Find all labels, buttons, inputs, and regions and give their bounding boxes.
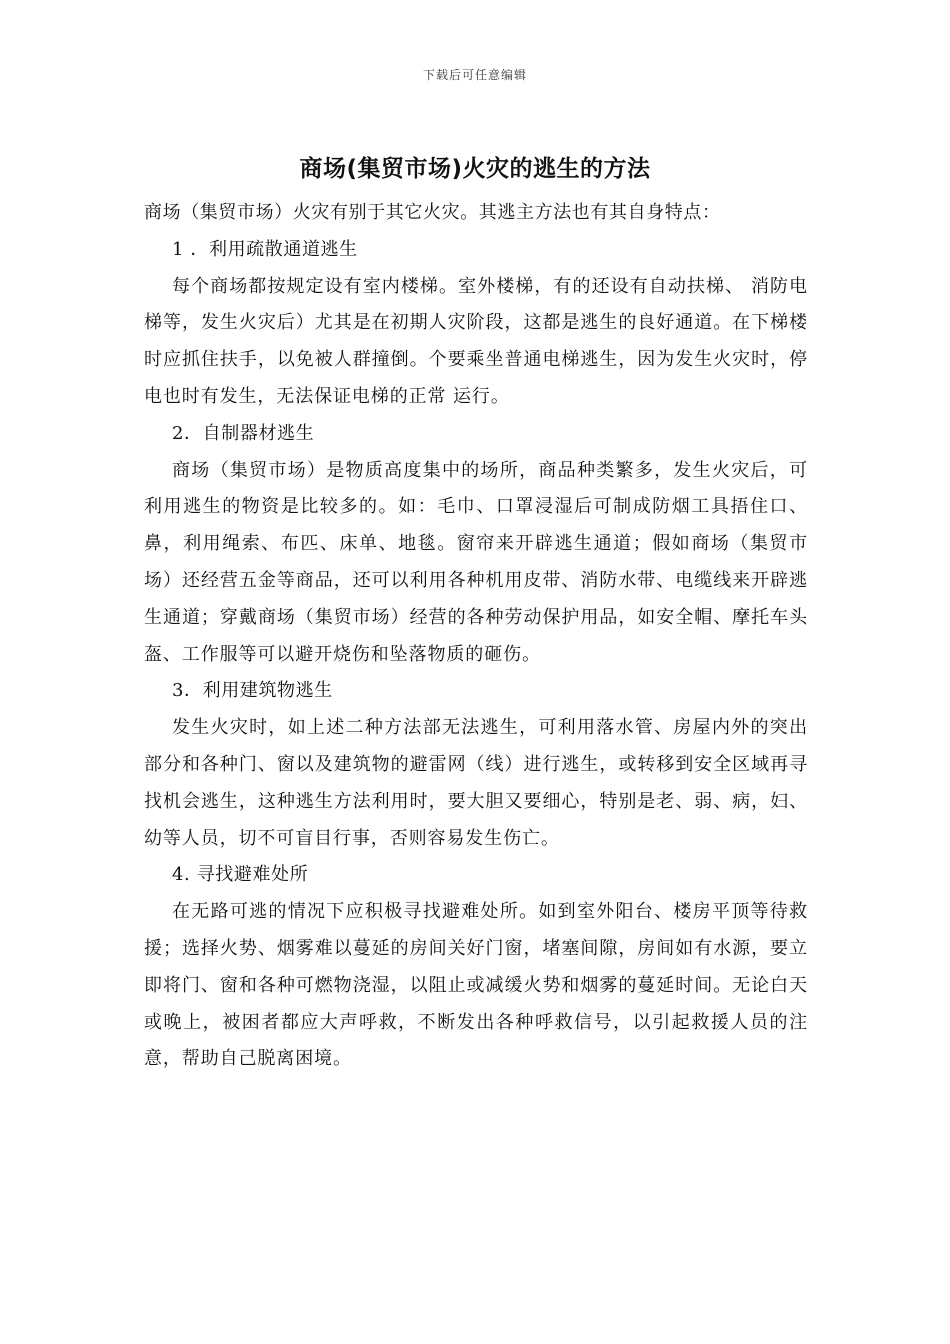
section-body-4: 在无路可逃的情况下应积极寻找避难处所。如到室外阳台、楼房平顶等待救援；选择火势、烟雾难以蔓延的房间关好门窗，堵塞间隙，房间如有水源，要立即将门、窗和各种可燃物浇湿，以阻止或减缓火势和烟雾的蔓延时间。无论白天或晚上，被困者都应大声呼救，不断发出各种呼救信号，以引起救援人员的注意，帮助自己脱离困境。	[144, 901, 808, 1070]
document-title: 商场(集贸市场)火灾的逃生的方法	[299, 156, 651, 182]
section-heading-1: 1 ．利用疏散通道逃生	[172, 238, 358, 260]
section-heading-2: 2．自制器材逃生	[172, 422, 315, 444]
intro-paragraph: 商场（集贸市场）火灾有别于其它火灾。其逃主方法也有其自身特点：	[144, 202, 721, 223]
section-body-3: 发生火灾时，如上述二种方法部无法逃生，可利用落水管、房屋内外的突出部分和各种门、窗以及建筑物的避雷网（线）进行逃生，或转移到安全区域再寻找机会逃生，这种逃生方法利用时，要大胆又要细心，特别是老、弱、病，妇、幼等人员，切不可盲目行事，否则容易发生伤亡。	[144, 717, 808, 849]
section-body-1: 每个商场都按规定设有室内楼梯。室外楼梯，有的还设有自动扶梯、 消防电梯等，发生火灾后）尤其是在初期人灾阶段，这都是逃生的良好通道。在下梯楼时应抓住扶手，以免被人群撞倒。个要乘坐普通电梯逃生，因为发生火灾时，停电也时有发生，无法保证电梯的正常 运行。	[144, 275, 808, 407]
header-note: 下载后可任意编辑	[422, 68, 527, 82]
section-heading-4: 4. 寻找避难处所	[172, 864, 309, 886]
document-body	[144, 195, 808, 1078]
section-body-2: 商场（集贸市场）是物质高度集中的场所，商品种类繁多，发生火灾后，可利用逃生的物资是比较多的。如：毛巾、口罩浸湿后可制成防烟工具捂住口、鼻，利用绳索、布匹、床单、地毯。窗帘来开辟逃生通道；假如商场（集贸市场）还经营五金等商品，还可以利用各种机用皮带、消防水带、电缆线来开辟逃生通道；穿戴商场（集贸市场）经营的各种劳动保护用品，如安全帽、摩托车头盔、工作服等可以避开烧伤和坠落物质的砸伤。	[144, 459, 808, 665]
section-heading-3: 3．利用建筑物逃生	[172, 680, 333, 702]
